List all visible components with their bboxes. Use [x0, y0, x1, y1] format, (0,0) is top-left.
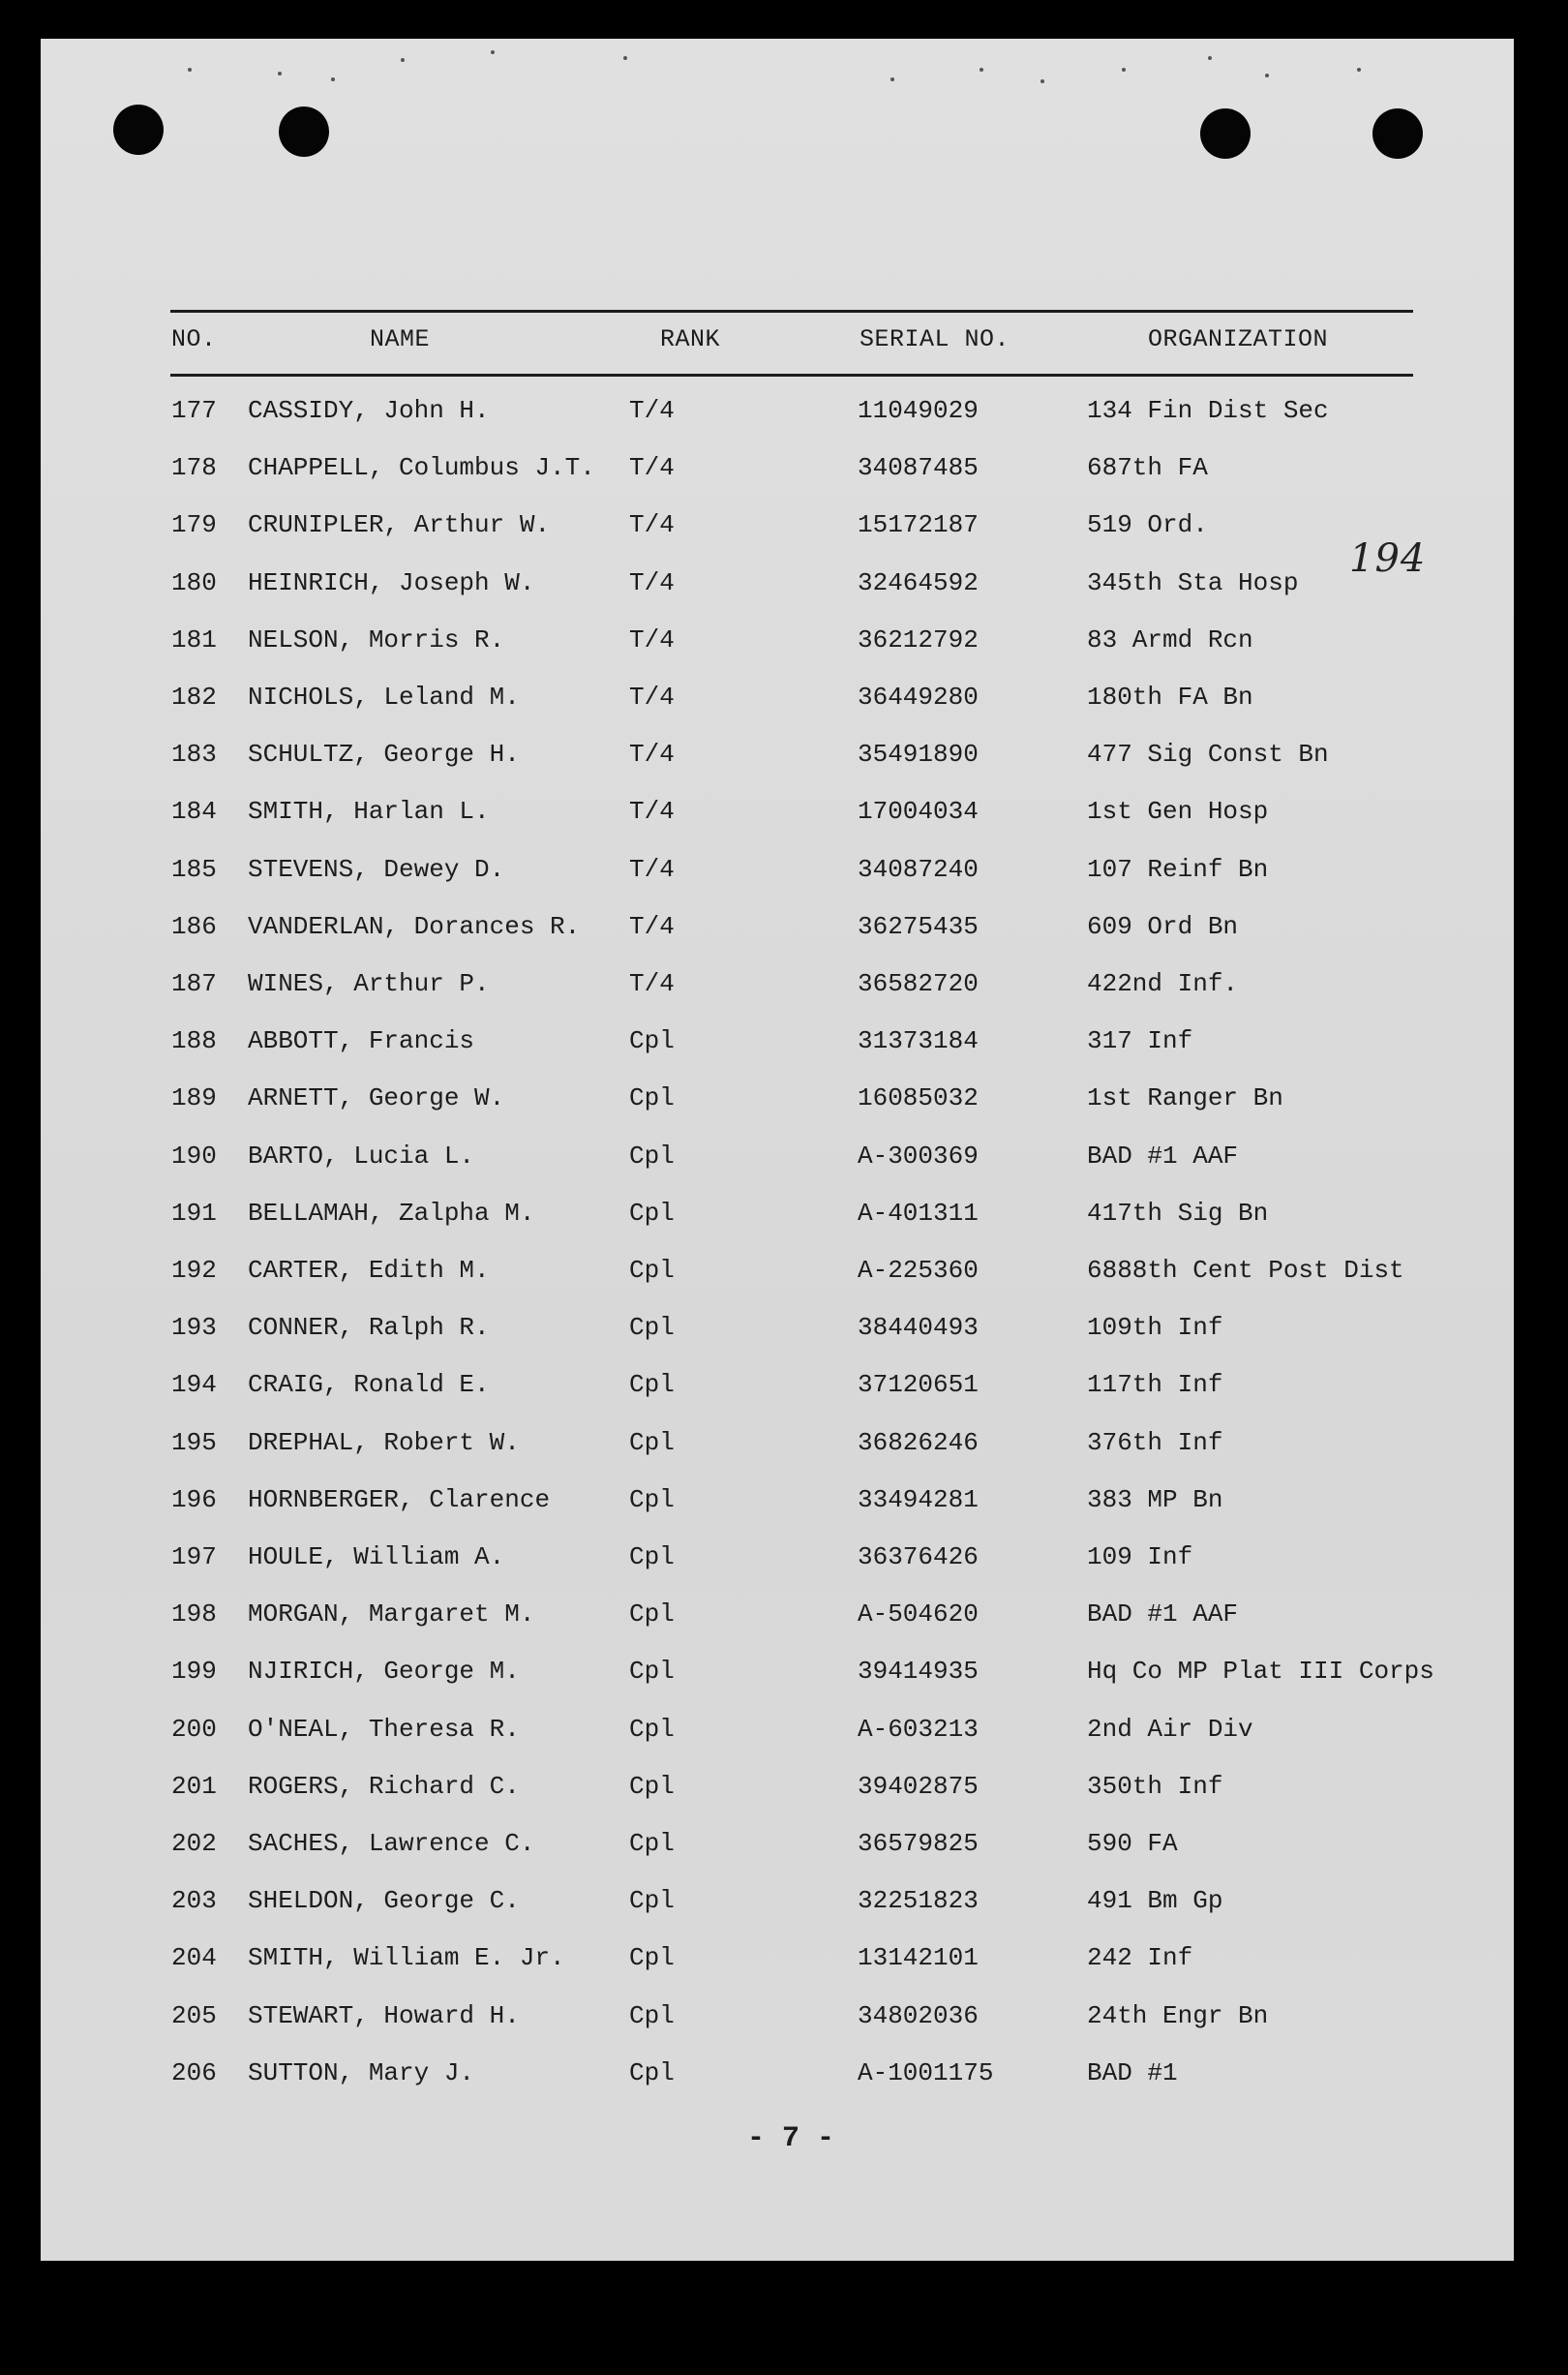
table-row: [41, 735, 1514, 792]
row-name: CASSIDY, John H.: [248, 396, 490, 425]
row-serial-no: 36579825: [858, 1829, 979, 1858]
row-serial-no: 34087240: [858, 854, 979, 884]
row-name: VANDERLAN, Dorances R.: [248, 911, 581, 941]
row-number: 197: [171, 1542, 217, 1571]
row-organization: 422nd Inf.: [1087, 969, 1239, 998]
row-organization: 1st Gen Hosp: [1087, 797, 1269, 827]
table-row: [41, 1137, 1514, 1194]
row-number: 186: [171, 911, 217, 941]
paper-speck: [331, 77, 335, 81]
table-row: [41, 907, 1514, 964]
row-number: 195: [171, 1427, 217, 1457]
table-row: [41, 1308, 1514, 1365]
table-row: [41, 1021, 1514, 1079]
table-row: [41, 1595, 1514, 1652]
row-number: 204: [171, 1943, 217, 1973]
row-rank: Cpl: [629, 1484, 675, 1514]
row-organization: BAD #1 AAF: [1087, 1599, 1239, 1629]
row-rank: T/4: [629, 396, 675, 425]
row-rank: Cpl: [629, 1198, 675, 1228]
table-row: [41, 1881, 1514, 1938]
row-serial-no: 32464592: [858, 567, 979, 597]
row-name: CHAPPELL, Columbus J.T.: [248, 453, 595, 483]
paper-speck: [623, 56, 627, 60]
table-row: [41, 1996, 1514, 2054]
row-serial-no: 11049029: [858, 396, 979, 425]
row-organization: 180th FA Bn: [1087, 683, 1253, 712]
row-name: NELSON, Morris R.: [248, 624, 505, 655]
row-name: SMITH, Harlan L.: [248, 797, 490, 827]
paper-speck: [1040, 79, 1044, 83]
row-rank: Cpl: [629, 1141, 675, 1171]
row-serial-no: 39402875: [858, 1771, 979, 1801]
row-name: SUTTON, Mary J.: [248, 2057, 475, 2087]
table-row: [41, 1767, 1514, 1824]
row-organization: BAD #1: [1087, 2057, 1178, 2087]
row-name: O'NEAL, Theresa R.: [248, 1714, 520, 1744]
row-name: CRUNIPLER, Arthur W.: [248, 510, 551, 540]
row-organization: 687th FA: [1087, 453, 1208, 483]
table-row: [41, 1194, 1514, 1251]
header-serial-no: SERIAL NO.: [859, 325, 1010, 353]
row-rank: Cpl: [629, 1370, 675, 1400]
table-row: [41, 391, 1514, 448]
row-number: 205: [171, 2000, 217, 2030]
row-number: 179: [171, 510, 217, 540]
row-organization: 491 Bm Gp: [1087, 1886, 1223, 1916]
row-organization: 24th Engr Bn: [1087, 2000, 1269, 2030]
row-organization: 317 Inf: [1087, 1026, 1193, 1056]
paper-speck: [1122, 68, 1126, 72]
row-rank: Cpl: [629, 2057, 675, 2087]
paper-speck: [1265, 74, 1269, 77]
row-number: 192: [171, 1256, 217, 1285]
row-rank: Cpl: [629, 1256, 675, 1285]
row-organization: 1st Ranger Bn: [1087, 1083, 1283, 1113]
paper-speck: [890, 77, 894, 81]
row-name: STEWART, Howard H.: [248, 2000, 520, 2030]
row-name: CRAIG, Ronald E.: [248, 1370, 490, 1400]
row-rank: Cpl: [629, 1026, 675, 1056]
row-serial-no: 16085032: [858, 1083, 979, 1113]
row-rank: Cpl: [629, 1829, 675, 1858]
row-name: SCHULTZ, George H.: [248, 740, 520, 770]
header-bottom-rule: [170, 374, 1413, 377]
table-row: [41, 563, 1514, 621]
row-name: BARTO, Lucia L.: [248, 1141, 475, 1171]
row-serial-no: A-401311: [858, 1198, 979, 1228]
row-organization: 109 Inf: [1087, 1542, 1193, 1571]
table-row: [41, 2054, 1514, 2111]
table-row: [41, 792, 1514, 849]
row-number: 177: [171, 396, 217, 425]
row-serial-no: 36449280: [858, 683, 979, 712]
row-number: 180: [171, 567, 217, 597]
row-rank: Cpl: [629, 1886, 675, 1916]
row-organization: 350th Inf: [1087, 1771, 1223, 1801]
row-serial-no: 13142101: [858, 1943, 979, 1973]
row-serial-no: 36212792: [858, 624, 979, 655]
row-serial-no: 38440493: [858, 1313, 979, 1343]
row-organization: 109th Inf: [1087, 1313, 1223, 1343]
row-number: 187: [171, 969, 217, 998]
row-number: 190: [171, 1141, 217, 1171]
row-serial-no: A-603213: [858, 1714, 979, 1744]
row-serial-no: 35491890: [858, 740, 979, 770]
row-name: CARTER, Edith M.: [248, 1256, 490, 1285]
row-serial-no: 36376426: [858, 1542, 979, 1571]
row-rank: T/4: [629, 911, 675, 941]
row-rank: T/4: [629, 624, 675, 655]
table-row: [41, 1938, 1514, 1995]
row-number: 182: [171, 683, 217, 712]
row-rank: Cpl: [629, 1714, 675, 1744]
row-organization: 376th Inf: [1087, 1427, 1223, 1457]
table-row: [41, 964, 1514, 1021]
row-number: 188: [171, 1026, 217, 1056]
punch-hole-right-1: [1200, 108, 1251, 159]
table-row: [41, 850, 1514, 907]
row-name: SHELDON, George C.: [248, 1886, 520, 1916]
row-rank: T/4: [629, 683, 675, 712]
row-name: DREPHAL, Robert W.: [248, 1427, 520, 1457]
row-rank: T/4: [629, 453, 675, 483]
row-rank: T/4: [629, 740, 675, 770]
row-name: NJIRICH, George M.: [248, 1657, 520, 1687]
row-organization: 609 Ord Bn: [1087, 911, 1239, 941]
row-organization: BAD #1 AAF: [1087, 1141, 1239, 1171]
header-top-rule: [170, 310, 1413, 313]
row-name: HEINRICH, Joseph W.: [248, 567, 535, 597]
row-name: HORNBERGER, Clarence: [248, 1484, 551, 1514]
row-serial-no: 17004034: [858, 797, 979, 827]
row-serial-no: 34087485: [858, 453, 979, 483]
row-number: 184: [171, 797, 217, 827]
row-organization: 83 Armd Rcn: [1087, 624, 1253, 655]
row-number: 206: [171, 2057, 217, 2087]
row-rank: T/4: [629, 510, 675, 540]
row-number: 199: [171, 1657, 217, 1687]
row-serial-no: 39414935: [858, 1657, 979, 1687]
row-rank: T/4: [629, 969, 675, 998]
row-rank: T/4: [629, 797, 675, 827]
row-organization: 477 Sig Const Bn: [1087, 740, 1329, 770]
row-rank: Cpl: [629, 1657, 675, 1687]
row-rank: Cpl: [629, 1542, 675, 1571]
header-no: NO.: [171, 325, 217, 353]
paper-speck: [491, 50, 495, 54]
row-serial-no: 34802036: [858, 2000, 979, 2030]
header-organization: ORGANIZATION: [1148, 325, 1329, 353]
paper-speck: [188, 68, 192, 72]
row-serial-no: A-504620: [858, 1599, 979, 1629]
page-number: - 7 -: [747, 2122, 835, 2155]
row-rank: Cpl: [629, 2000, 675, 2030]
row-number: 202: [171, 1829, 217, 1858]
row-number: 201: [171, 1771, 217, 1801]
punch-hole-left-1: [113, 105, 164, 155]
table-row: [41, 1251, 1514, 1308]
row-rank: Cpl: [629, 1771, 675, 1801]
row-name: ARNETT, George W.: [248, 1083, 505, 1113]
row-number: 193: [171, 1313, 217, 1343]
row-name: ROGERS, Richard C.: [248, 1771, 520, 1801]
row-organization: 383 MP Bn: [1087, 1484, 1223, 1514]
header-rank: RANK: [660, 325, 721, 353]
row-name: SACHES, Lawrence C.: [248, 1829, 535, 1858]
row-name: SMITH, William E. Jr.: [248, 1943, 565, 1973]
row-name: ABBOTT, Francis: [248, 1026, 475, 1056]
row-number: 200: [171, 1714, 217, 1744]
row-serial-no: 36582720: [858, 969, 979, 998]
row-organization: 345th Sta Hosp: [1087, 567, 1299, 597]
stamped-number: 194: [1349, 536, 1427, 581]
row-number: 203: [171, 1886, 217, 1916]
row-serial-no: A-300369: [858, 1141, 979, 1171]
row-name: STEVENS, Dewey D.: [248, 854, 505, 884]
header-name: NAME: [370, 325, 431, 353]
table-row: [41, 1710, 1514, 1767]
row-serial-no: 37120651: [858, 1370, 979, 1400]
row-organization: 590 FA: [1087, 1829, 1178, 1858]
row-organization: Hq Co MP Plat III Corps: [1087, 1657, 1434, 1687]
row-organization: 417th Sig Bn: [1087, 1198, 1269, 1228]
table-row: [41, 1652, 1514, 1709]
row-serial-no: 36826246: [858, 1427, 979, 1457]
row-rank: Cpl: [629, 1083, 675, 1113]
row-rank: Cpl: [629, 1313, 675, 1343]
table-row: [41, 1365, 1514, 1422]
row-number: 191: [171, 1198, 217, 1228]
row-number: 185: [171, 854, 217, 884]
table-row: [41, 505, 1514, 563]
table-row: [41, 1538, 1514, 1595]
row-number: 198: [171, 1599, 217, 1629]
table-row: [41, 1079, 1514, 1136]
punch-hole-right-2: [1372, 108, 1423, 159]
table-row: [41, 1480, 1514, 1538]
row-name: MORGAN, Margaret M.: [248, 1599, 535, 1629]
table-row: [41, 448, 1514, 505]
table-row: [41, 621, 1514, 678]
paper-speck: [980, 68, 983, 72]
paper-speck: [401, 58, 405, 62]
row-serial-no: A-1001175: [858, 2057, 994, 2087]
row-name: CONNER, Ralph R.: [248, 1313, 490, 1343]
row-organization: 107 Reinf Bn: [1087, 854, 1269, 884]
row-serial-no: A-225360: [858, 1256, 979, 1285]
row-name: WINES, Arthur P.: [248, 969, 490, 998]
row-serial-no: 36275435: [858, 911, 979, 941]
row-rank: Cpl: [629, 1599, 675, 1629]
table-row: [41, 1423, 1514, 1480]
table-row: [41, 678, 1514, 735]
paper-speck: [1208, 56, 1212, 60]
row-name: NICHOLS, Leland M.: [248, 683, 520, 712]
row-organization: 117th Inf: [1087, 1370, 1223, 1400]
row-organization: 6888th Cent Post Dist: [1087, 1256, 1404, 1285]
row-number: 183: [171, 740, 217, 770]
row-number: 181: [171, 624, 217, 655]
row-number: 194: [171, 1370, 217, 1400]
row-rank: Cpl: [629, 1943, 675, 1973]
row-rank: Cpl: [629, 1427, 675, 1457]
row-organization: 519 Ord.: [1087, 510, 1208, 540]
row-number: 178: [171, 453, 217, 483]
row-organization: 242 Inf: [1087, 1943, 1193, 1973]
row-name: BELLAMAH, Zalpha M.: [248, 1198, 535, 1228]
row-organization: 134 Fin Dist Sec: [1087, 396, 1329, 425]
row-number: 196: [171, 1484, 217, 1514]
row-number: 189: [171, 1083, 217, 1113]
punch-hole-left-2: [279, 107, 329, 157]
row-rank: T/4: [629, 854, 675, 884]
row-name: HOULE, William A.: [248, 1542, 505, 1571]
row-serial-no: 32251823: [858, 1886, 979, 1916]
row-serial-no: 31373184: [858, 1026, 979, 1056]
document-page: [41, 39, 1514, 2261]
row-rank: T/4: [629, 567, 675, 597]
row-serial-no: 15172187: [858, 510, 979, 540]
paper-speck: [278, 72, 282, 76]
row-organization: 2nd Air Div: [1087, 1714, 1253, 1744]
table-row: [41, 1824, 1514, 1881]
paper-speck: [1357, 68, 1361, 72]
row-serial-no: 33494281: [858, 1484, 979, 1514]
